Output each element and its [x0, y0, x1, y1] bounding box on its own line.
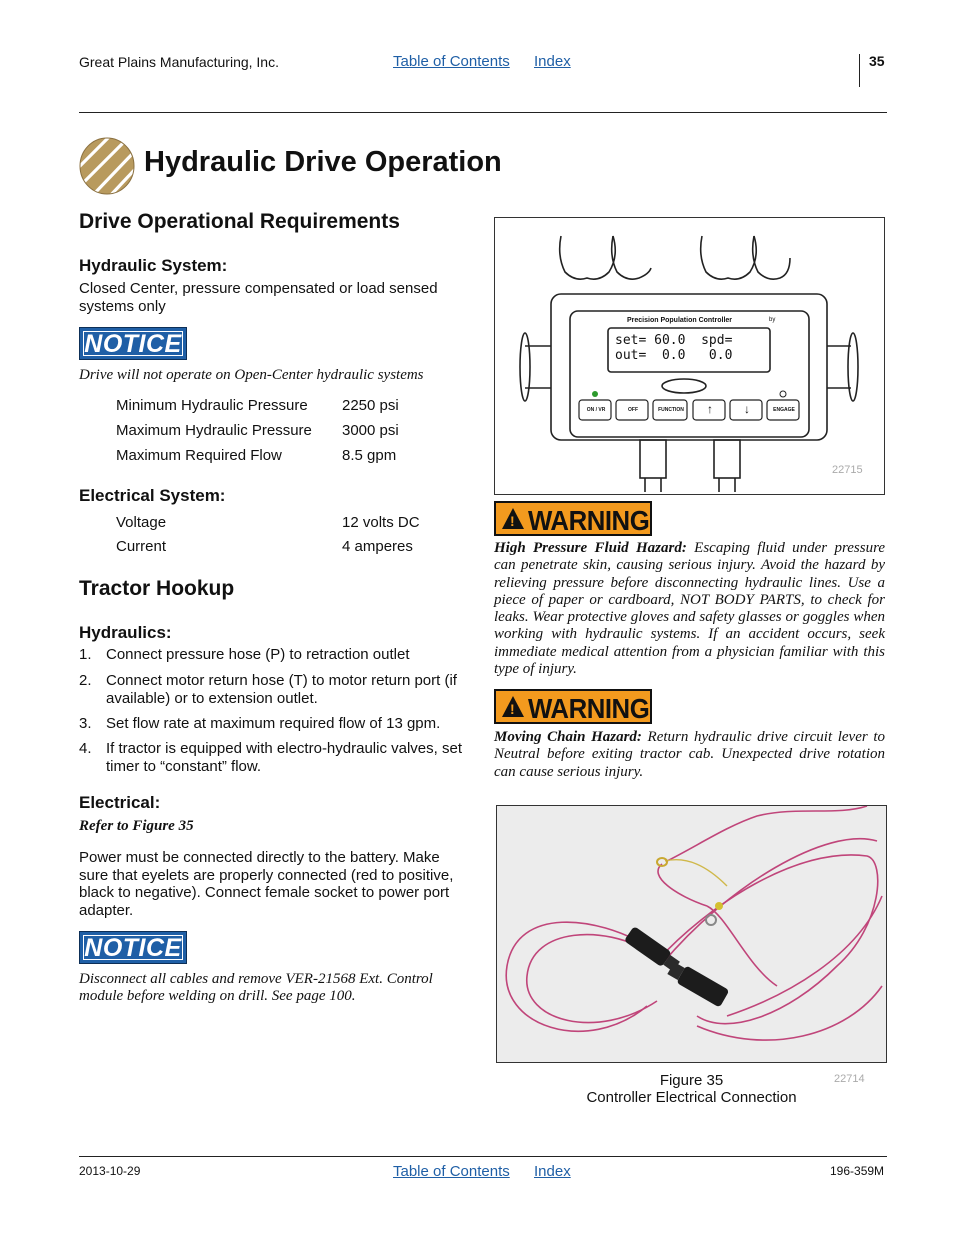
- controller-panel-title: Precision Population Controller: [627, 317, 733, 324]
- warning-badge-2: ! WARNING: [494, 689, 652, 724]
- figure-35-ref: 22714: [834, 1073, 865, 1085]
- header-divider: [859, 54, 860, 87]
- toc-link-header[interactable]: Table of Contents: [393, 53, 510, 70]
- figure-35-title: Controller Electrical Connection: [586, 1089, 797, 1106]
- controller-by-label: by: [769, 317, 776, 323]
- page-title: Hydraulic Drive Operation: [144, 146, 502, 178]
- controller-button-off: OFF: [628, 407, 638, 413]
- index-link-header[interactable]: Index: [534, 53, 571, 70]
- spec-value: 3000 psi: [342, 422, 399, 439]
- spec-label: Minimum Hydraulic Pressure: [116, 397, 308, 414]
- controller-button-up: ↑: [707, 402, 713, 416]
- step-number: 2.: [79, 672, 92, 689]
- step-text: Connect pressure hose (P) to retraction outlet: [106, 646, 410, 663]
- spec-value: 2250 psi: [342, 397, 399, 414]
- toc-link-footer[interactable]: Table of Contents: [393, 1163, 510, 1180]
- step-number: 1.: [79, 646, 92, 663]
- controller-button-function: FUNCTION: [658, 407, 684, 413]
- figure-35-photo: [496, 805, 887, 1063]
- page-number: 35: [869, 53, 885, 69]
- electrical-system-heading: Electrical System:: [79, 486, 226, 505]
- spec-label: Voltage: [116, 514, 167, 531]
- spec-label: Maximum Required Flow: [116, 447, 282, 464]
- notice-badge-2: NOTICE: [79, 931, 187, 964]
- controller-figure-ref: 22715: [832, 464, 863, 476]
- notice-text-1: Drive will not operate on Open-Center hydraulic systems: [79, 367, 424, 383]
- hydraulic-system-heading: Hydraulic System:: [79, 256, 228, 275]
- controller-display-line1: set= 60.0 spd=: [615, 333, 733, 348]
- spec-value: 8.5 gpm: [342, 447, 397, 464]
- warning-badge-1: ! WARNING: [494, 501, 652, 536]
- step-text: Connect motor return hose (T) to motor return port (if available) or to extension outlet.: [106, 672, 457, 707]
- footer-date: 2013-10-29: [79, 1164, 141, 1178]
- section-heading-tractor-hookup: Tractor Hookup: [79, 577, 235, 600]
- warning-text-1: High Pressure Fluid Hazard: Escaping fluid under pressure can penetrate skin, causing serious injury. Avoid the hazard by relieving pressure before disconnecting hydraulic lines. Use a piece of paper or cardboard, NOT BODY PARTS, to check for leaks. Wear protective gloves and safety glasses or goggles when working with hydraulic systems. If an accident occurs, seek immediate medical attention from a physician familiar with this type of injury.: [494, 540, 886, 678]
- electrical-heading: Electrical:: [79, 793, 161, 812]
- doc-number: 196-359M: [830, 1164, 885, 1178]
- exclamation-icon: !: [510, 701, 515, 717]
- exclamation-icon: !: [510, 513, 515, 529]
- controller-button-on-vr: ON / VR: [586, 407, 606, 413]
- great-plains-logo-icon: [79, 137, 135, 195]
- warning-text-2: Moving Chain Hazard: Return hydraulic drive circuit lever to Neutral before exiting tractor cab. Unexpected drive rotation can cause serious injury.: [494, 729, 885, 780]
- spec-label: Current: [116, 538, 167, 555]
- notice-text-2: Disconnect all cables and remove VER-21568 Ext. Control module before welding on drill. See page 100.: [79, 971, 433, 1005]
- controller-display-line2: out= 0.0 0.0: [615, 348, 733, 363]
- step-text: Set flow rate at maximum required flow of 13 gpm.: [106, 715, 441, 732]
- hydraulic-system-text: Closed Center, pressure compensated or load sensed systems only: [79, 280, 438, 315]
- spec-value: 12 volts DC: [342, 514, 420, 531]
- company-name: Great Plains Manufacturing, Inc.: [79, 54, 279, 70]
- footer-rule: [79, 1156, 887, 1157]
- hydraulics-heading: Hydraulics:: [79, 623, 172, 642]
- step-text: If tractor is equipped with electro-hydraulic valves, set timer to “constant” flow.: [106, 740, 462, 775]
- controller-button-engage: ENGAGE: [773, 407, 795, 413]
- notice-badge-1: NOTICE: [79, 327, 187, 360]
- figure-reference: Refer to Figure 35: [79, 818, 194, 834]
- spec-value: 4 amperes: [342, 538, 413, 555]
- controller-button-down: ↓: [744, 402, 750, 416]
- electrical-text: Power must be connected directly to the battery. Make sure that eyelets are properly connected (red to positive, black to negative). Connect female socket to power port adapter.: [79, 849, 454, 919]
- step-number: 3.: [79, 715, 92, 732]
- section-heading-drive-requirements: Drive Operational Requirements: [79, 210, 400, 233]
- controller-figure: [494, 217, 885, 495]
- figure-35-caption: [496, 1072, 887, 1106]
- step-number: 4.: [79, 740, 92, 757]
- figure-35-number: Figure 35: [659, 1072, 724, 1089]
- index-link-footer[interactable]: Index: [534, 1163, 571, 1180]
- spec-label: Maximum Hydraulic Pressure: [116, 422, 312, 439]
- header-rule: [79, 112, 887, 113]
- cable-photo-illustration: [497, 806, 886, 1062]
